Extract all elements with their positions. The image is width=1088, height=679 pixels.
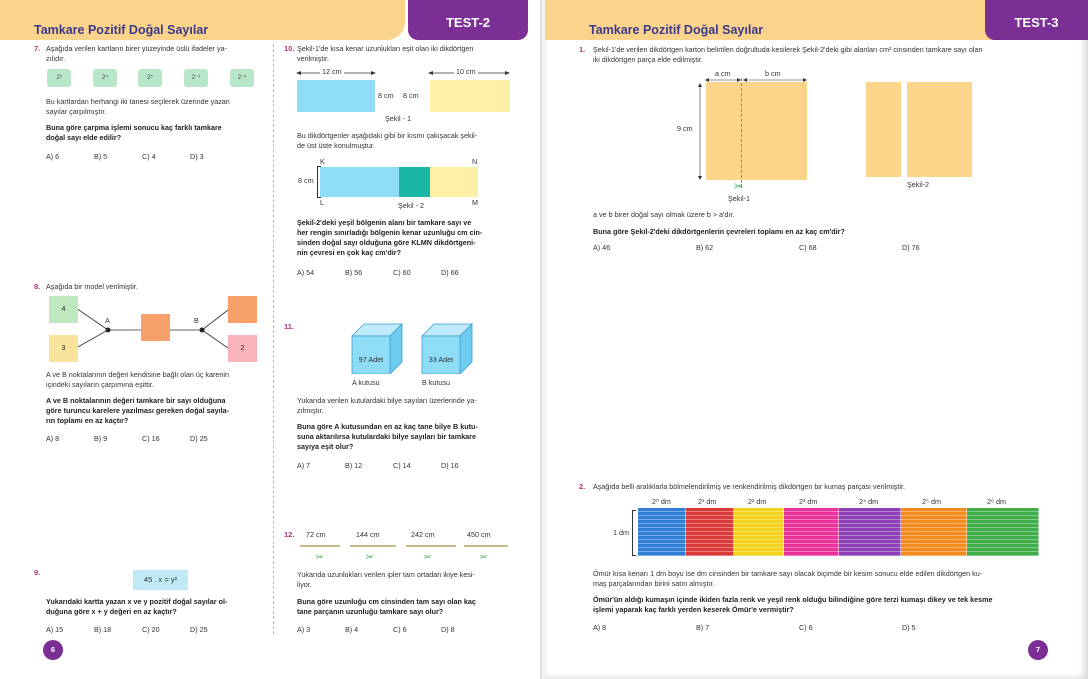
left-test-label: TEST-2 (408, 0, 528, 40)
option-a[interactable]: A) 7 (297, 461, 311, 470)
q11-label-a: A kutusu (352, 378, 380, 387)
q9-question-2: duğuna göre x + y değeri en az kaçtır? (46, 607, 177, 616)
q10-corner-n: N (472, 157, 478, 166)
r-q2-fabric-strip (638, 508, 1039, 556)
q10-intro-2: verilmiştir. (297, 54, 329, 63)
q8-question-2: göre turuncu karelere yazılması gereken doğal sayıla- (46, 406, 229, 415)
q10-yellow-rect (430, 80, 510, 112)
q7-card: 2⁵ (138, 69, 162, 87)
q8-question-3: rın toplamı en az kaçtır? (46, 416, 129, 425)
q10-dim-12: 12 cm (322, 67, 342, 76)
option-d[interactable]: D) 25 (190, 625, 208, 634)
q7-card: 2⁻¹ (184, 69, 208, 87)
fabric-segment (784, 508, 839, 556)
q10-intro-1: Şekil-1'de kısa kenar uzunlukları eşit olan iki dikdörtgen (297, 44, 474, 53)
svg-text:✂: ✂ (480, 552, 488, 562)
r-q1-fig2-label: Şekil-2 (907, 180, 929, 189)
q10-overlap-blue (320, 167, 399, 197)
r-q1-cut-line (741, 78, 742, 188)
q8-box-4: 4 (49, 296, 78, 323)
q12-length-450: 450 cm (467, 530, 491, 539)
option-d[interactable]: D) 25 (190, 434, 208, 443)
scissors-icon: ✂ (734, 181, 744, 193)
q12-text-2: liyor. (297, 580, 312, 589)
left-page (0, 0, 543, 679)
q7-card: 2⁴ (93, 69, 117, 87)
option-a[interactable]: A) 8 (46, 434, 60, 443)
svg-text:✂: ✂ (316, 552, 324, 562)
r-q1-side-arrow (695, 82, 705, 182)
q10-text-1: Bu dikdörtgenler aşağıdaki gibi bir kısmı çakışacak şekil- (297, 131, 478, 140)
right-page-number: 7 (1028, 640, 1048, 660)
r-q2-question-1: Ömür'ün aldığı kumaşın içinde ikiden fazla renk ve yeşil renk olduğu bilindiğine göre terzi kumaşı dikey ve tek kesme (593, 595, 993, 604)
q11-text-1: Yukarıda verilen kutulardaki bilye sayıları üzerlerinde ya- (297, 396, 477, 405)
q12-ropes (296, 542, 512, 564)
r-q1-number: 1. (579, 45, 586, 54)
option-b[interactable]: B) 9 (94, 434, 108, 443)
q11-options (297, 461, 489, 470)
q7-number: 7. (34, 44, 41, 53)
q9-card: 45 . x = y² (133, 570, 188, 590)
q8-box-3: 3 (49, 335, 78, 362)
q10-fig2-label: Şekil - 2 (398, 201, 424, 210)
option-a[interactable]: A) 54 (297, 268, 315, 277)
q10-corner-l: L (320, 198, 324, 207)
q10-overlap-yellow (430, 167, 478, 197)
r-q1-intro-2: iki dikdörtgen parça elde edilmiştir. (593, 55, 703, 64)
r-q2-height-label: 1 dm (613, 528, 629, 537)
q8-box-2: 2 (228, 335, 257, 362)
q11-number: 11. (284, 322, 295, 331)
q11-label-b: B kutusu (422, 378, 450, 387)
r-q2-seg-label: 2⁶ dm (987, 497, 1006, 506)
q8-number: 8. (34, 282, 41, 291)
q10-options (297, 268, 489, 277)
q9-options (46, 625, 238, 634)
option-b[interactable]: B) 7 (696, 623, 710, 632)
r-q1-text: a ve b birer doğal sayı olmak üzere b > a'dır. (593, 210, 735, 219)
fabric-segment (901, 508, 967, 556)
fabric-segment (686, 508, 734, 556)
option-a[interactable]: A) 46 (593, 243, 611, 252)
left-page-number: 6 (43, 640, 63, 660)
q12-length-144: 144 cm (356, 530, 380, 539)
q10-question-3: sinden doğal sayı olduğuna göre KLMN dikdörtgeni- (297, 238, 476, 247)
q8-text-1: A ve B noktalarının değeri kendisine bağlı olan üç karenin (46, 370, 229, 379)
option-b[interactable]: B) 4 (345, 625, 359, 634)
fabric-segment (967, 508, 1039, 556)
right-header-title: Tamkare Pozitif Doğal Sayılar (589, 23, 764, 37)
option-d[interactable]: D) 16 (441, 461, 459, 470)
r-q2-seg-label: 2¹ dm (698, 497, 717, 506)
r-q1-fig1-rect (706, 82, 807, 180)
fabric-segment (839, 508, 901, 556)
q8-options (46, 434, 238, 443)
option-b[interactable]: B) 12 (345, 461, 363, 470)
option-b[interactable]: B) 62 (696, 243, 714, 252)
q7-text-1: Bu kartlardan herhangi iki tanesi seçilerek üzerinde yazan (46, 97, 230, 106)
fabric-segment (734, 508, 784, 556)
r-q2-seg-label: 2⁵ dm (922, 497, 941, 506)
q8-question-1: A ve B noktalarının değeri tamkare bir sayı olduğuna (46, 396, 226, 405)
r-q1-options (593, 243, 1005, 252)
r-q2-seg-label: 2³ dm (799, 497, 818, 506)
q10-dim-10: 10 cm (456, 67, 476, 76)
q7-card: 2⁻³ (230, 69, 254, 87)
r-q2-number: 2. (579, 482, 586, 491)
option-c[interactable]: C) 4 (142, 152, 156, 161)
r-q2-seg-label: 2⁰ dm (652, 497, 671, 506)
option-c[interactable]: C) 6 (799, 623, 813, 632)
q7-question-2: doğal sayı elde edilir? (46, 133, 122, 142)
q10-overlap-green (399, 167, 430, 197)
q11-text-2: zılmıştır. (297, 406, 324, 415)
option-a[interactable]: A) 15 (46, 625, 64, 634)
q12-text-1: Yukarıda uzunlukları verilen ipler tam ortadan ikiye kesi- (297, 570, 475, 579)
q11-box-a-count: 97 Adet (358, 355, 384, 364)
q8-orange-box (228, 296, 257, 323)
q10-number: 10. (284, 44, 295, 53)
r-q1-fig2-narrow (866, 82, 901, 177)
r-q2-options (593, 623, 1005, 632)
option-a[interactable]: A) 8 (593, 623, 607, 632)
r-q1-fig1-label: Şekil-1 (728, 194, 750, 203)
q7-intro-1: Aşağıda verilen kartların birer yüzeyinde üslü ifadeler ya- (46, 44, 227, 53)
svg-text:✂: ✂ (366, 552, 374, 562)
q11-box-b-count: 33 Adet (428, 355, 454, 364)
right-page (545, 0, 1088, 679)
r-q2-seg-label: 2² dm (748, 497, 767, 506)
option-b[interactable]: B) 56 (345, 268, 363, 277)
q8-point-b: B (194, 316, 199, 325)
q10-fig1-label: Şekil - 1 (385, 114, 411, 123)
column-divider (273, 44, 274, 634)
option-d[interactable]: D) 8 (441, 625, 455, 634)
option-d[interactable]: D) 3 (190, 152, 204, 161)
q12-question-2: tane parçanın uzunluğu tamkare sayı olur? (297, 607, 444, 616)
q10-corner-k: K (320, 157, 325, 166)
option-a[interactable]: A) 6 (46, 152, 60, 161)
option-b[interactable]: B) 5 (94, 152, 108, 161)
q11-question-1: Buna göre A kutusundan en az kaç tane bilye B kutu- (297, 422, 478, 431)
q12-number: 12. (284, 530, 295, 539)
q8-point-a: A (105, 316, 110, 325)
q9-number: 9. (34, 568, 41, 577)
q7-text-2: sayılar çarpılmıştır. (46, 107, 107, 116)
q12-options (297, 625, 489, 634)
q11-question-3: sayıya eşit olur? (297, 442, 354, 451)
q11-question-2: suna aktarılırsa kutulardaki bilye sayıları bir tamkare (297, 432, 476, 441)
r-q2-question-2: işlemi yaparak kaç farklı yerden keserek Ömür'e vermiştir? (593, 605, 794, 614)
q7-card: 2³ (47, 69, 71, 87)
q9-question-1: Yukarıdaki kartta yazan x ve y pozitif doğal sayılar ol- (46, 597, 228, 606)
r-q1-question: Buna göre Şekil-2'deki dikdörtgenlerin çevreleri toplamı en az kaç cm'dir? (593, 227, 845, 236)
q12-length-72: 72 cm (306, 530, 326, 539)
r-q1-fig2-wide (907, 82, 972, 177)
option-c[interactable]: C) 16 (142, 434, 160, 443)
q10-question-1: Şekil-2'deki yeşil bölgenin alanı bir tamkare sayı ve (297, 218, 472, 227)
r-q2-text-1: Ömür kısa kenarı 1 dm boyu ise dm cinsinden bir tamkare sayı olacak biçimde bir kesim sonucu elde edilen dikdörtgen ku- (593, 569, 983, 578)
r-q1-dim-h: 9 cm (677, 124, 693, 133)
r-q2-height-bracket (632, 510, 636, 556)
q10-side-8b: 8 cm (403, 91, 419, 100)
q7-options (46, 152, 238, 161)
q10-side-8a: 8 cm (378, 91, 394, 100)
option-d[interactable]: D) 66 (441, 268, 459, 277)
q10-side-8c: 8 cm (298, 176, 314, 185)
r-q2-seg-label: 2⁴ dm (859, 497, 879, 506)
option-a[interactable]: A) 3 (297, 625, 311, 634)
q12-question-1: Buna göre uzunluğu cm cinsinden tam sayı olan kaç (297, 597, 476, 606)
q7-intro-2: zılıdır. (46, 54, 66, 63)
r-q1-dim-b: b cm (765, 69, 781, 78)
r-q1-intro-1: Şekil-1'de verilen dikdörtgen karton belirtilen doğrultuda kesilerek Şekil-2'deki gibi alanları cm² cinsinden tamkare sayı olan (593, 45, 983, 54)
q10-text-2: de üst üste konulmuştur. (297, 141, 375, 150)
q8-orange-box (141, 314, 170, 341)
q7-question-1: Buna göre çarpma işlemi sonucu kaç farklı tamkare (46, 123, 222, 132)
q10-question-2: her rengin sınırladığı bölgenin kenar uzunluğu cm cin- (297, 228, 483, 237)
option-c[interactable]: C) 14 (393, 461, 411, 470)
r-q2-text-2: maş parçalarından birini satın almıştır. (593, 579, 715, 588)
q10-corner-m: M (472, 198, 478, 207)
option-c[interactable]: C) 68 (799, 243, 817, 252)
left-header-title: Tamkare Pozitif Doğal Sayılar (34, 23, 209, 37)
q8-intro: Aşağıda bir model verilmiştir. (46, 282, 138, 291)
q8-text-2: içindeki sayıların çarpımına eşittir. (46, 380, 154, 389)
q12-length-242: 242 cm (411, 530, 435, 539)
svg-text:✂: ✂ (424, 552, 432, 562)
r-q2-intro: Aşağıda belli aralıklarla bölmelendirilmiş ve renkendirilmiş dikdörtgen bir kumaş parçası verilmiştir. (593, 482, 905, 491)
q11-boxes-illustration (350, 322, 480, 374)
option-d[interactable]: D) 5 (902, 623, 916, 632)
q10-blue-rect (297, 80, 375, 112)
option-c[interactable]: C) 6 (393, 625, 407, 634)
option-c[interactable]: C) 60 (393, 268, 411, 277)
q10-question-4: nin çevresi en çok kaç cm'dir? (297, 248, 401, 257)
right-test-label: TEST-3 (985, 0, 1088, 40)
r-q1-dim-a: a cm (715, 69, 731, 78)
option-b[interactable]: B) 18 (94, 625, 112, 634)
fabric-segment (638, 508, 686, 556)
option-c[interactable]: C) 20 (142, 625, 160, 634)
option-d[interactable]: D) 76 (902, 243, 920, 252)
